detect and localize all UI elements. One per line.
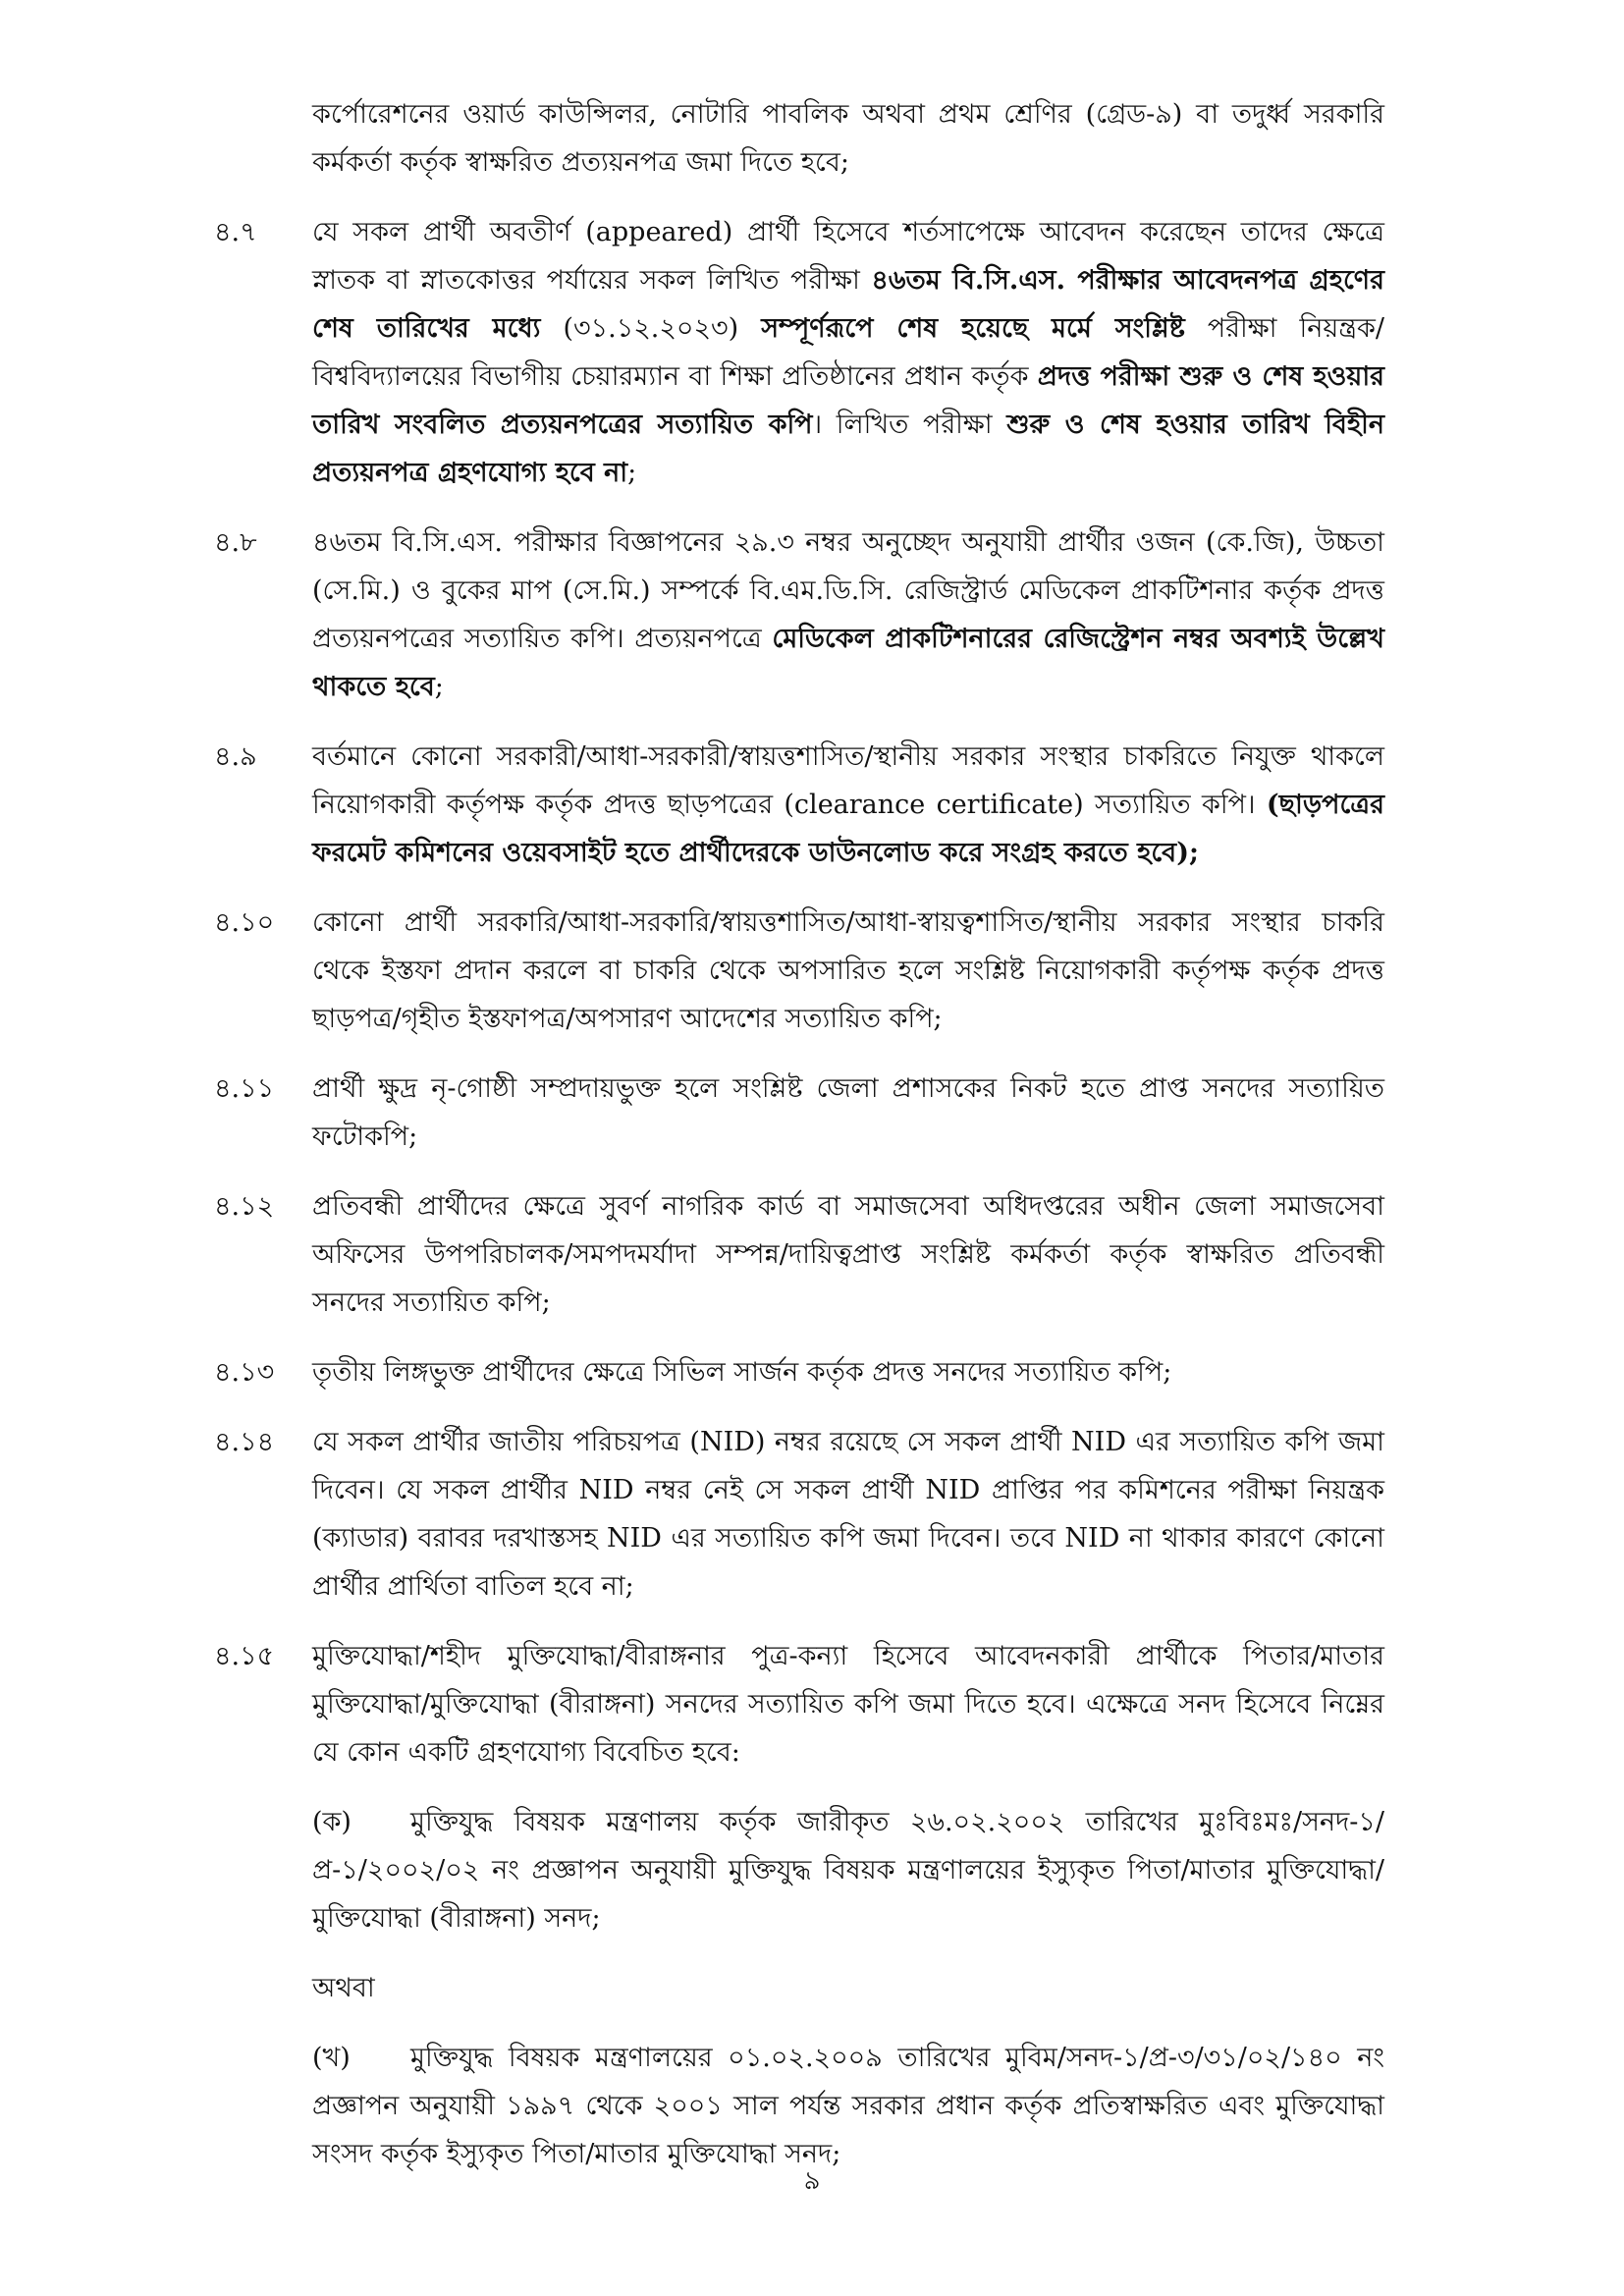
clause-text: তৃতীয় লিঙ্গভুক্ত প্রার্থীদের ক্ষেত্রে সিভিল সার্জন কর্তৃক প্রদত্ত সনদের সত্যায়িত কপি; [312,1357,1172,1388]
clause-4-15 [196,1632,1384,1777]
sub-clause-kha [196,2034,1384,2178]
bold-run: শুরু ও শেষ হওয়ার তারিখ বিহীন প্রত্যয়নপত্র গ্রহণযোগ্য হবে না [312,410,1384,488]
clause-4-7 [196,208,1384,497]
clause-4-13 [196,1348,1384,1396]
clause-4-12 [196,1182,1384,1327]
clause-text: যে সকল প্রার্থীর জাতীয় পরিচয়পত্র (NID) নম্বর রয়েছে সে সকল প্রার্থী NID এর সত্যায়িত কপি জমা দিবেন। যে সকল প্রার্থীর NID নম্বর নেই সে সকল প্রার্থী NID প্রাপ্তির পর কমিশনের পরীক্ষা নিয়ন্ত্রক (ক্যাডার) বরাবর দরখাস্তসহ NID এর সত্যায়িত কপি জমা দিবেন। তবে NID না থাকার কারণে কোনো প্রার্থীর প্রার্থিতা বাতিল হবে না; [312,1427,1384,1602]
clause-number: ৪.১৪ [214,1427,275,1457]
sub-clause-text: মুক্তিযুদ্ধ বিষয়ক মন্ত্রণালয়ের ০১.০২.২০০৯ তারিখের মুবিম/সনদ-১/প্র-৩/৩১/০২/১৪০ নং প্রজ্ঞাপন অনুযায়ী ১৯৯৭ থেকে ২০০১ সাল পর্যন্ত সরকার প্রধান কর্তৃক প্রতিস্বাক্ষরিত এবং মুক্তিযোদ্ধা সংসদ কর্তৃক ইস্যুকৃত পিতা/মাতার মুক্তিযোদ্ধা সনদ; [312,2043,1384,2169]
clause-4-11 [196,1065,1384,1161]
text-run: ৪৬তম বি.সি.এস. পরীক্ষার বিজ্ঞাপনের ২৯.৩ নম্বর অনুচ্ছেদ অনুযায়ী প্রার্থীর ওজন (কে.জি), উচ্চতা (সে.মি.) ও বুকের মাপ (সে.মি.) সম্পর্কে বি.এম.ডি.সি. রেজিস্ট্রার্ড মেডিকেল প্রাকটিশনার কর্তৃক প্রদত্ত প্রত্যয়নপত্রের সত্যায়িত কপি। প্রত্যয়নপত্রে [312,527,1384,654]
clause-text: মুক্তিযোদ্ধা/শহীদ মুক্তিযোদ্ধা/বীরাঙ্গনার পুত্র-কন্যা হিসেবে আবেদনকারী প্রার্থীকে পিতার/মাতার মুক্তিযোদ্ধা/মুক্তিযোদ্ধা (বীরাঙ্গনা) সনদের সত্যায়িত কপি জমা দিতে হবে। এক্ষেত্রে সনদ হিসেবে নিম্নের যে কোন একটি গ্রহণযোগ্য বিবেচিত হবে: [312,1641,1384,1768]
clause-number: ৪.১৫ [214,1641,275,1671]
text-run: পরীক্ষা নিয়ন্ত্রক/ বিশ্ববিদ্যালয়ের বিভাগীয় চেয়ারম্যান বা শিক্ষা প্রতিষ্ঠানের প্রধান কর্তৃক [312,313,1384,392]
text-run: যে সকল প্রার্থী অবতীর্ণ (appeared) প্রার্থী হিসেবে শর্তসাপেক্ষে আবেদন করেছেন তাদের ক্ষেত্রে স্নাতক বা স্নাতকোত্তর পর্যায়ের সকল লিখিত পরীক্ষা [312,217,1384,296]
clause-text [312,208,1384,497]
clause-text [312,733,1384,877]
clause-number: ৪.১৩ [214,1357,275,1388]
clause-text: প্রতিবন্ধী প্রার্থীদের ক্ষেত্রে সুবর্ণ নাগরিক কার্ড বা সমাজসেবা অধিদপ্তরের অধীন জেলা সমাজসেবা অফিসের উপপরিচালক/সমপদমর্যাদা সম্পন্ন/দায়িত্বপ্রাপ্ত সংশ্লিষ্ট কর্মকর্তা কর্তৃক স্বাক্ষরিত প্রতিবন্ধী সনদের সত্যায়িত কপি; [312,1191,1384,1318]
clause-4-14 [196,1418,1384,1611]
text-run: ; [627,458,637,488]
clause-number: ৪.৮ [214,527,257,558]
document-body [196,90,1384,2200]
clause-text [312,519,1384,711]
clause-text: প্রার্থী ক্ষুদ্র নৃ-গোষ্ঠী সম্প্রদায়ভুক্ত হলে সংশ্লিষ্ট জেলা প্রশাসকের নিকট হতে প্রাপ্ত সনদের সত্যায়িত ফটোকপি; [312,1073,1384,1152]
clause-4-9 [196,733,1384,877]
clause-4-8 [196,519,1384,711]
bold-run: প্রদত্ত পরীক্ষা শুরু ও শেষ হওয়ার তারিখ সংবলিত প্রত্যয়নপত্রের সত্যায়িত কপি [312,361,1384,440]
clause-text: কোনো প্রার্থী সরকারি/আধা-সরকারি/স্বায়ত্তশাসিত/আধা-স্বায়ত্বশাসিত/স্থানীয় সরকার সংস্থার চাকরি থেকে ইস্তফা প্রদান করলে বা চাকরি থেকে অপসারিত হলে সংশ্লিষ্ট নিয়োগকারী কর্তৃপক্ষ কর্তৃক প্রদত্ত ছাড়পত্র/গৃহীত ইস্তফাপত্র/অপসারণ আদেশের সত্যায়িত কপি; [312,907,1384,1034]
clause-4-10 [196,899,1384,1043]
or-separator [196,1964,1384,2012]
page-number: ৯ [803,2166,821,2196]
bold-run: সম্পূর্ণরূপে শেষ হয়েছে মর্মে সংশ্লিষ্ট [761,313,1185,344]
bold-run: ৪৬তম বি.সি.এস. পরীক্ষার আবেদনপত্র গ্রহণের শেষ তারিখের মধ্যে [312,265,1384,344]
clause-number: ৪.৭ [214,217,257,247]
text-run: ; [434,672,444,702]
intro-text: কর্পোরেশনের ওয়ার্ড কাউন্সিলর, নোটারি পাবলিক অথবা প্রথম শ্রেণির (গ্রেড-৯) বা তদুর্ধ্ব সরকারি কর্মকর্তা কর্তৃক স্বাক্ষরিত প্রত্যয়নপত্র জমা দিতে হবে; [312,99,1384,178]
intro-paragraph [196,90,1384,187]
bold-run: মেডিকেল প্রাকটিশনারের রেজিস্ট্রেশন নম্বর অবশ্যই উল্লেখ থাকতে হবে [312,624,1384,702]
text-run: । লিখিত পরীক্ষা [812,410,1007,440]
or-text: অথবা [312,1973,375,2003]
text-run: বর্তমানে কোনো সরকারী/আধা-সরকারী/স্বায়ত্তশাসিত/স্থানীয় সরকার সংস্থার চাকরিতে নিযুক্ত থাকলে নিয়োগকারী কর্তৃপক্ষ কর্তৃক প্রদত্ত ছাড়পত্রের (clearance certificate) সত্যায়িত কপি। [312,741,1384,820]
clause-number: ৪.১০ [214,907,275,938]
clause-number: ৪.১১ [214,1073,275,1104]
clause-number: ৪.১২ [214,1191,275,1222]
clause-number: ৪.৯ [214,741,257,772]
sub-clause-label: (ক) [312,1807,352,1837]
bold-run: (ছাড়পত্রের ফরমেট কমিশনের ওয়েবসাইট হতে প্রার্থীদেরকে ডাউনলোড করে সংগ্রহ করতে হবে); [312,790,1384,868]
sub-clause-text: মুক্তিযুদ্ধ বিষয়ক মন্ত্রণালয় কর্তৃক জারীকৃত ২৬.০২.২০০২ তারিখের মুঃবিঃমঃ/সনদ-১/ প্র-১/২০০২/০২ নং প্রজ্ঞাপন অনুযায়ী মুক্তিযুদ্ধ বিষয়ক মন্ত্রণালয়ের ইস্যুকৃত পিতা/মাতার মুক্তিযোদ্ধা/ মুক্তিযোদ্ধা (বীরাঙ্গনা) সনদ; [312,1807,1384,1934]
text-run: (৩১.১২.২০২৩) [540,313,762,344]
sub-clause-label: (খ) [312,2043,351,2073]
sub-clause-ka [196,1798,1384,1942]
